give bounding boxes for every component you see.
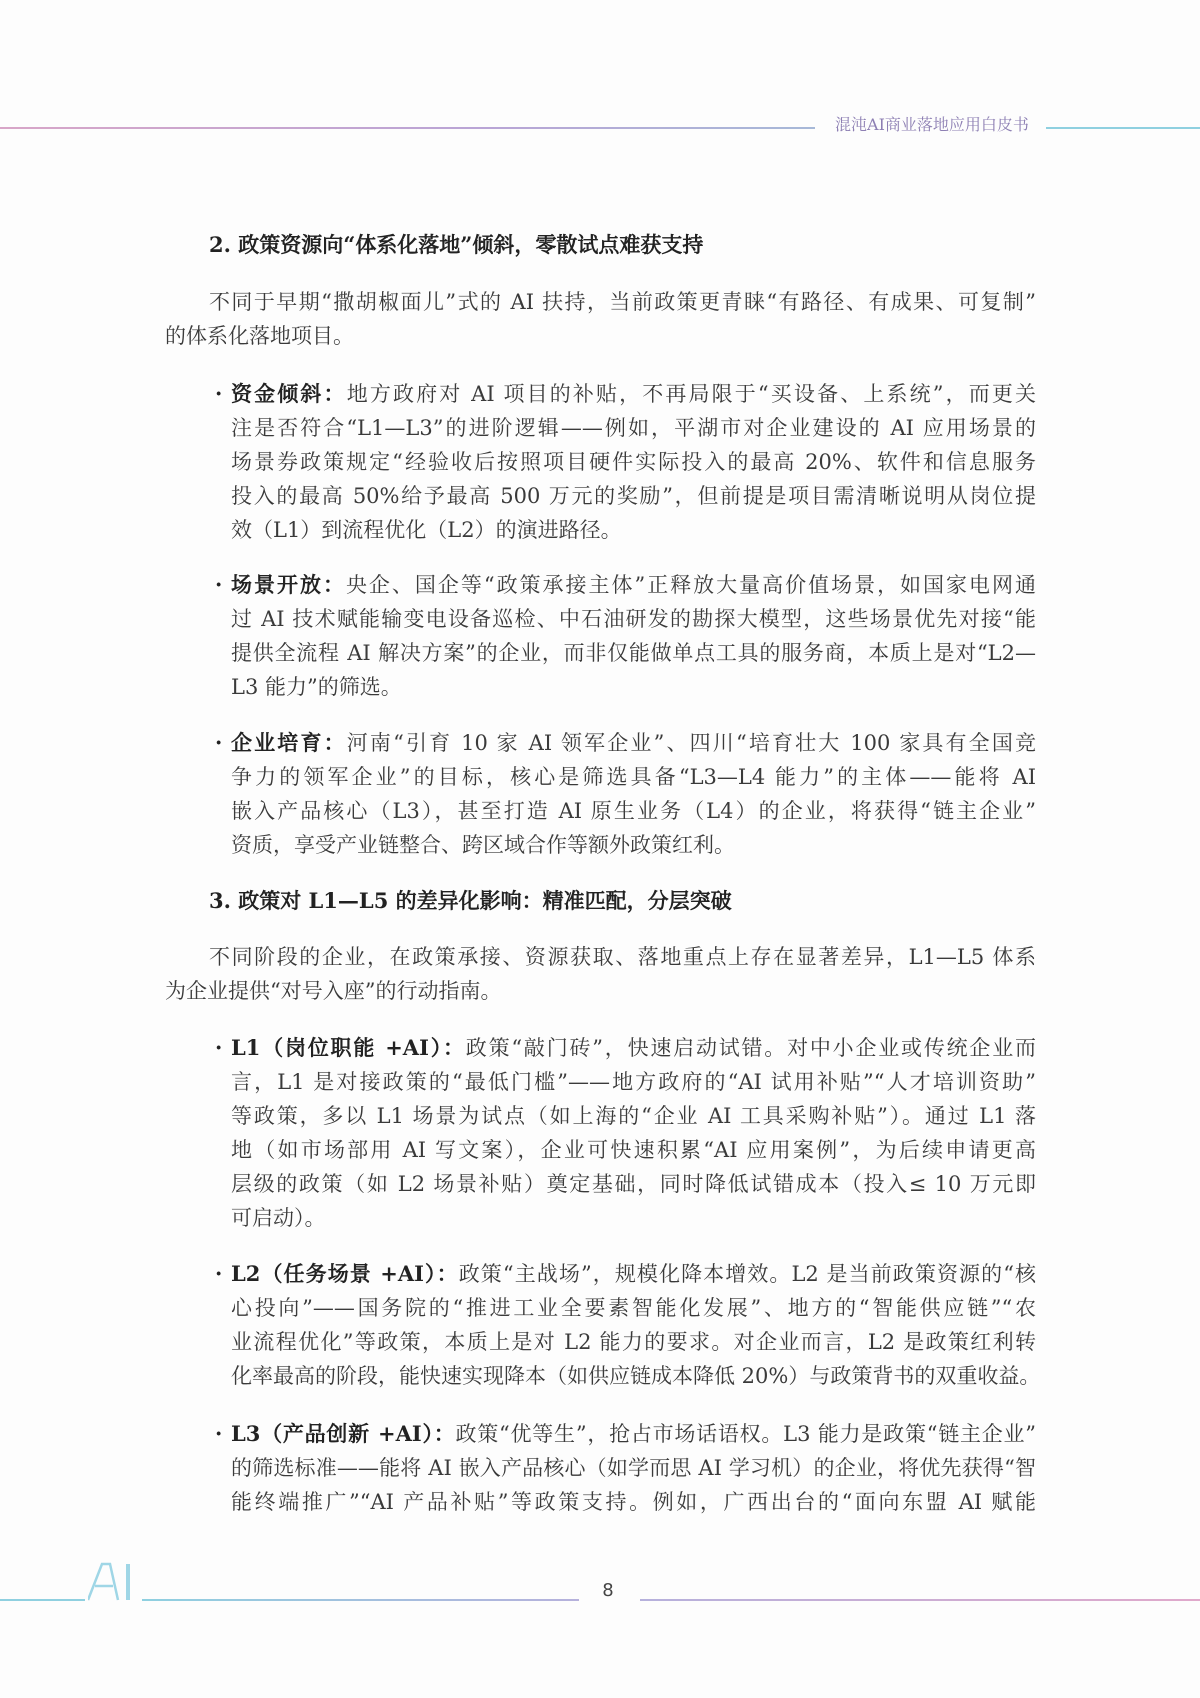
- footer-divider: [142, 1599, 579, 1601]
- bullet-dot-icon: ·: [215, 572, 223, 597]
- paragraph-line: [231, 1031, 1036, 1065]
- bullet-dot-icon: ·: [215, 1421, 223, 1446]
- page-number: 8: [602, 1580, 614, 1601]
- bullet-dot-icon: ·: [215, 381, 223, 406]
- bullet-label: 资金倾斜：: [231, 381, 347, 406]
- bullet-dot-icon: ·: [215, 1035, 223, 1060]
- bullet-text: 地方政府对 AI 项目的补贴，不再局限于“买设备、上系统”，而更关: [346, 382, 1037, 406]
- paragraph-line: 能终端推广”“AI 产品补贴”等政策支持。例如，广西出台的“面向东盟 AI 赋能: [231, 1490, 1036, 1514]
- paragraph-line: 化率最高的阶段，能快速实现降本（如供应链成本降低 20%）与政策背书的双重收益。: [231, 1364, 1041, 1388]
- paragraph-line: 不同阶段的企业，在政策承接、资源获取、落地重点上存在显著差异，L1—L5 体系: [209, 945, 1036, 969]
- bullet-item: [215, 1031, 1036, 1235]
- paragraph-line: 言，L1 是对接政策的“最低门槛”——地方政府的“AI 试用补贴”“人才培训资助”: [231, 1070, 1036, 1094]
- paragraph-line: 心投向”——国务院的“推进工业全要素智能化发展”、地方的“智能供应链”“农: [231, 1296, 1036, 1320]
- bullet-dot-icon: ·: [215, 1261, 223, 1286]
- paragraph-line: 为企业提供“对号入座”的行动指南。: [165, 979, 502, 1003]
- paragraph-line: 提供全流程 AI 解决方案”的企业，而非仅能做单点工具的服务商，本质上是对“L2—: [231, 641, 1036, 665]
- footer-divider: [0, 1599, 85, 1601]
- paragraph-line: 的体系化落地项目。: [165, 324, 354, 348]
- paragraph-line: 不同于早期“撒胡椒面儿”式的 AI 扶持，当前政策更青睐“有路径、有成果、可复制”: [209, 290, 1036, 314]
- paragraph-line: [231, 1417, 1036, 1451]
- paragraph-line: [231, 568, 1036, 602]
- paragraph-line: 资质，享受产业链整合、跨区域合作等额外政策红利。: [231, 833, 735, 857]
- paragraph-line: [231, 1257, 1036, 1291]
- intro-paragraph: [165, 940, 1036, 1008]
- paragraph-line: 的筛选标准——能将 AI 嵌入产品核心（如学而思 AI 学习机）的企业，将优先获得“智: [231, 1456, 1036, 1480]
- bullet-text: 河南“引育 10 家 AI 领军企业”、四川“培育壮大 100 家具有全国竞: [346, 731, 1036, 755]
- bullet-text: 政策“主战场”，规模化降本增效。L2 是当前政策资源的“核: [458, 1262, 1037, 1286]
- paragraph-line: [231, 726, 1036, 760]
- bullet-label: L3（产品创新 +AI）：: [231, 1421, 456, 1446]
- paragraph-line: 投入的最高 50%给予最高 500 万元的奖励”，但前提是项目需清晰说明从岗位提: [231, 484, 1036, 508]
- header-divider-left: [0, 127, 815, 129]
- paragraph-line: 业流程优化”等政策，本质上是对 L2 能力的要求。对企业而言，L2 是政策红利转: [231, 1330, 1036, 1354]
- paragraph-line: 可启动）。: [231, 1206, 326, 1230]
- bullet-item: [215, 1257, 1041, 1393]
- header-title: 混沌AI商业落地应用白皮书: [835, 115, 1029, 134]
- bullet-text: 政策“优等生”，抢占市场话语权。L3 能力是政策“链主企业”: [455, 1422, 1036, 1446]
- paragraph-line: [231, 377, 1036, 411]
- bullet-text: 政策“敲门砖”，快速启动试错。对中小企业或传统企业而: [465, 1036, 1036, 1060]
- paragraph-line: 注是否符合“L1—L3”的进阶逻辑——例如，平湖市对企业建设的 AI 应用场景的: [231, 416, 1036, 440]
- footer-divider: [640, 1599, 1200, 1601]
- bullet-item: [215, 377, 1037, 547]
- paragraph-line: 等政策，多以 L1 场景为试点（如上海的“企业 AI 工具采购补贴”）。通过 L1 落: [231, 1104, 1036, 1128]
- paragraph-line: 场景券政策规定“经验收后按照项目硬件实际投入的最高 20%、软件和信息服务: [231, 450, 1036, 474]
- section-heading: 2. 政策资源向“体系化落地”倾斜，零散试点难获支持: [209, 232, 704, 257]
- paragraph-line: 过 AI 技术赋能输变电设备巡检、中石油研发的勘探大模型，这些场景优先对接“能: [231, 607, 1036, 631]
- paragraph-line: 争力的领军企业”的目标，核心是筛选具备“L3—L4 能力”的主体——能将 AI: [231, 765, 1036, 789]
- intro-paragraph: [165, 285, 1036, 353]
- bullet-label: L1（岗位职能 +AI）：: [231, 1035, 466, 1060]
- bullet-label: 企业培育：: [231, 730, 347, 755]
- bullet-label: L2（任务场景 +AI）：: [231, 1261, 459, 1286]
- section-heading: 3. 政策对 L1—L5 的差异化影响：精准匹配，分层突破: [209, 888, 732, 913]
- bullet-item: [215, 568, 1036, 704]
- paragraph-line: 嵌入产品核心（L3），甚至打造 AI 原生业务（L4）的企业，将获得“链主企业”: [231, 799, 1036, 823]
- bullet-label: 场景开放：: [231, 572, 346, 597]
- paragraph-line: 效（L1）到流程优化（L2）的演进路径。: [231, 518, 622, 542]
- bullet-text: 央企、国企等“政策承接主体”正释放大量高价值场景，如国家电网通: [345, 573, 1036, 597]
- paragraph-line: 层级的政策（如 L2 场景补贴）奠定基础，同时降低试错成本（投入≤ 10 万元即: [231, 1172, 1036, 1196]
- ai-logo-icon: [88, 1562, 142, 1602]
- paragraph-line: L3 能力”的筛选。: [231, 675, 402, 699]
- bullet-dot-icon: ·: [215, 730, 223, 755]
- paragraph-line: 地（如市场部用 AI 写文案），企业可快速积累“AI 应用案例”，为后续申请更高: [231, 1138, 1036, 1162]
- header-divider-right: [1046, 127, 1200, 129]
- bullet-item: [215, 1417, 1036, 1519]
- bullet-item: [215, 726, 1036, 862]
